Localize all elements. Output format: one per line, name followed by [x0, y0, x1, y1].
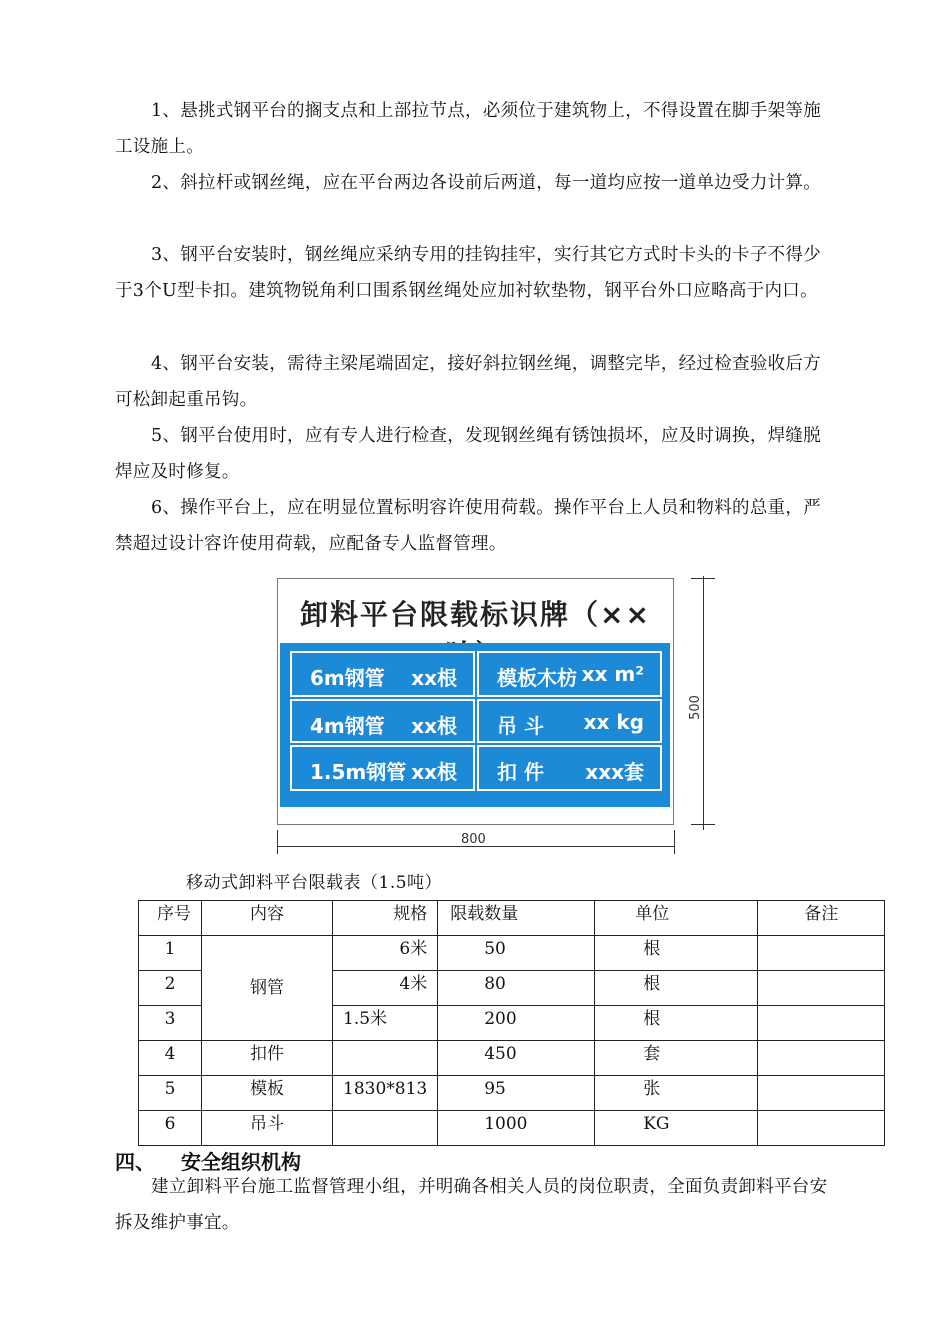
- load-limit-table: [138, 900, 885, 1146]
- cell-spec: 1830*813: [333, 1076, 438, 1111]
- cell-unit: 根: [595, 971, 758, 1006]
- sign-cell-qty: xx根: [411, 760, 457, 784]
- cell-spec: [333, 1111, 438, 1146]
- cell-qty: 1000: [438, 1111, 595, 1146]
- cell-unit: 张: [595, 1076, 758, 1111]
- table-caption: 移动式卸料平台限载表（1.5吨）: [186, 873, 443, 893]
- height-dimension-tick-bottom: [691, 824, 715, 825]
- sign-cell-label: 扣 件: [497, 760, 544, 784]
- cell-qty: 200: [438, 1006, 595, 1041]
- cell-no: 3: [139, 1006, 202, 1041]
- cell-no: 6: [139, 1111, 202, 1146]
- sign-cell-label: 1.5m钢管: [310, 760, 407, 784]
- paragraph-4: 4、钢平台安装，需待主梁尾端固定，接好斜拉钢丝绳，调整完毕，经过检查验收后方可松卸起重吊钩。: [115, 354, 822, 410]
- header-no: 序号: [139, 901, 202, 936]
- sign-title: 卸料平台限载标识牌（××: [300, 598, 651, 631]
- sign-cell-qty: xx kg: [583, 710, 644, 734]
- cell-no: 2: [139, 971, 202, 1006]
- sign-cell-qty: xx根: [411, 666, 457, 690]
- sign-cell-qty: xxx套: [585, 760, 644, 784]
- table-row: [139, 1111, 885, 1146]
- section-number: 四、: [115, 1150, 155, 1174]
- sign-cell-label: 6m钢管: [310, 666, 385, 690]
- cell-spec: 4米: [333, 971, 438, 1006]
- cell-note: [758, 1111, 885, 1146]
- cell-no: 4: [139, 1041, 202, 1076]
- cell-spec: 6米: [333, 936, 438, 971]
- cell-content: 扣件: [202, 1041, 333, 1076]
- header-spec: 规格: [333, 901, 438, 936]
- cell-note: [758, 971, 885, 1006]
- sign-cell-6m-pipe: [290, 651, 475, 697]
- paragraph-3: 3、钢平台安装时，钢丝绳应采纳专用的挂钩挂牢，实行其它方式时卡头的卡子不得少于3个U型卡扣。建筑物锐角利口围系钢丝绳处应加衬软垫物，钢平台外口应略高于内口。: [115, 245, 822, 301]
- section-title: 安全组织机构: [181, 1150, 301, 1174]
- cell-spec: [333, 1041, 438, 1076]
- cell-note: [758, 1041, 885, 1076]
- width-dimension-tick-right: [674, 830, 675, 854]
- sign-cell-label: 4m钢管: [310, 714, 385, 738]
- paragraph-1: 1、悬挑式钢平台的搁支点和上部拉节点，必须位于建筑物上，不得设置在脚手架等施工设施上。: [115, 101, 822, 157]
- section-paragraph: 建立卸料平台施工监督管理小组，并明确各相关人员的岗位职责，全面负责卸料平台安拆及维护事宜。: [115, 1177, 828, 1233]
- sign-cell-label: 吊 斗: [497, 714, 544, 738]
- cell-unit: 根: [595, 1006, 758, 1041]
- cell-content: 钢管: [202, 936, 333, 1041]
- sign-cell-hopper: [477, 699, 662, 743]
- paragraph-2: 2、斜拉杆或钢丝绳，应在平台两边各设前后两道，每一道均应按一道单边受力计算。: [151, 173, 822, 193]
- cell-no: 1: [139, 936, 202, 971]
- sign-cell-4m-pipe: [290, 699, 475, 743]
- paragraph-5: 5、钢平台使用时，应有专人进行检查，发现钢丝绳有锈蚀损坏，应及时调换，焊缝脱焊应及时修复。: [115, 426, 822, 482]
- sign-cell-qty: xx m²: [581, 662, 644, 686]
- sign-cell-1-5m-pipe: [290, 745, 475, 791]
- width-dimension-tick-left: [277, 830, 278, 854]
- sign-cell-qty: xx根: [411, 714, 457, 738]
- cell-note: [758, 1006, 885, 1041]
- table-header-row: [139, 901, 885, 936]
- paragraph-6: 6、操作平台上，应在明显位置标明容许使用荷载。操作平台上人员和物料的总重，严禁超过设计容许使用荷载，应配备专人监督管理。: [115, 498, 822, 554]
- cell-unit: 根: [595, 936, 758, 971]
- cell-qty: 450: [438, 1041, 595, 1076]
- cell-content: 吊斗: [202, 1111, 333, 1146]
- height-dimension-label: 500: [687, 695, 703, 720]
- cell-no: 5: [139, 1076, 202, 1111]
- sign-board: [277, 578, 674, 825]
- cell-spec: 1.5米: [333, 1006, 438, 1041]
- cell-qty: 95: [438, 1076, 595, 1111]
- height-dimension-line: [703, 576, 704, 830]
- header-qty: 限载数量: [438, 901, 595, 936]
- width-dimension-label: 800: [461, 832, 486, 847]
- table-row: [139, 1041, 885, 1076]
- header-content: 内容: [202, 901, 333, 936]
- cell-unit: 套: [595, 1041, 758, 1076]
- cell-unit: KG: [595, 1111, 758, 1146]
- sign-cell-label: 模板木枋: [497, 666, 577, 690]
- height-dimension-tick-top: [691, 578, 715, 579]
- cell-note: [758, 936, 885, 971]
- cell-note: [758, 1076, 885, 1111]
- load-limit-sign-figure: [265, 568, 725, 868]
- sign-cell-formwork: [477, 651, 662, 697]
- header-unit: 单位: [595, 901, 758, 936]
- cell-qty: 50: [438, 936, 595, 971]
- table-row: [139, 936, 885, 971]
- cell-qty: 80: [438, 971, 595, 1006]
- sign-cell-fastener: [477, 745, 662, 791]
- table-row: [139, 1076, 885, 1111]
- header-note: 备注: [758, 901, 885, 936]
- sign-blue-panel: [280, 643, 670, 807]
- cell-content: 模板: [202, 1076, 333, 1111]
